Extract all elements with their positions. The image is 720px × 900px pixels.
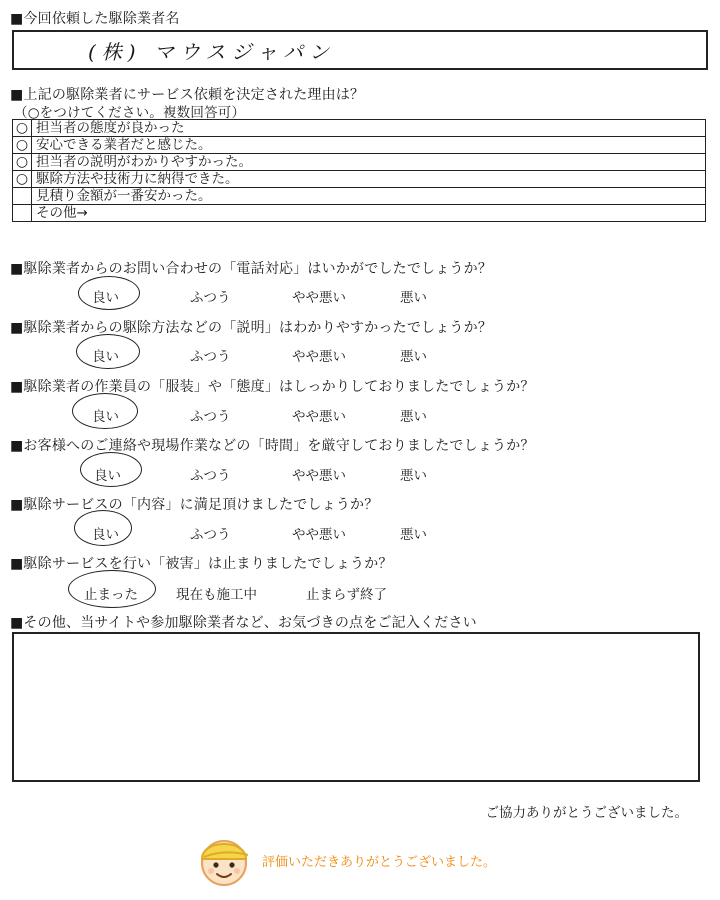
company-question-title: ■今回依頼した駆除業者名 (10, 11, 180, 27)
reason-label: 安心できる業者だと感じた。 (32, 137, 706, 154)
option-good: 良い (92, 527, 119, 543)
thanks-text: ご協力ありがとうございました。 (485, 805, 688, 821)
reason-row (13, 120, 706, 137)
option-somewhat-bad: やや悪い (292, 468, 346, 484)
reason-row (13, 154, 706, 171)
option-good: 良い (92, 349, 119, 365)
reason-question-note: （○をつけてください。複数回答可） (14, 105, 246, 121)
reason-label: その他→ (32, 205, 706, 222)
option-good: 良い (94, 468, 121, 484)
damage-question-title: ■駆除サービスを行い「被害」は止まりましたでしょうか？ (10, 556, 393, 572)
reason-label: 担当者の説明がわかりやすかった。 (32, 154, 706, 171)
reason-mark (13, 205, 32, 222)
comment-box (12, 632, 700, 782)
reason-mark: ○ (13, 137, 32, 154)
option-good: 良い (92, 409, 119, 425)
option-normal: ふつう (190, 468, 231, 484)
selection-circle (74, 510, 132, 546)
option-stopped: 止まった (84, 587, 138, 603)
option-bad: 悪い (400, 468, 427, 484)
option-somewhat-bad: やや悪い (292, 290, 346, 306)
reason-row (13, 171, 706, 188)
reason-label: 見積り金額が一番安かった。 (32, 188, 706, 205)
option-bad: 悪い (400, 409, 427, 425)
company-name-handwritten: (株) マウスジャパン (88, 40, 335, 64)
reason-mark (13, 188, 32, 205)
option-bad: 悪い (400, 527, 427, 543)
selection-circle (68, 570, 156, 608)
mascot-face-icon (196, 829, 252, 889)
reason-label: 担当者の態度が良かった (32, 120, 706, 137)
selection-circle (80, 452, 142, 487)
option-somewhat-bad: やや悪い (292, 409, 346, 425)
reason-row (13, 188, 706, 205)
option-bad: 悪い (400, 349, 427, 365)
phone-question-title: ■駆除業者からのお問い合わせの「電話対応」はいかがでしたでしょうか？ (10, 261, 493, 277)
reason-row (13, 205, 706, 222)
selection-circle (78, 276, 140, 310)
option-somewhat-bad: やや悪い (292, 527, 346, 543)
time-question-title: ■お客様へのご連絡や現場作業などの「時間」を厳守しておりましたでしょうか？ (10, 438, 535, 454)
reason-mark: ○ (13, 171, 32, 188)
footer-message: 評価いただきありがとうございました。 (262, 855, 497, 870)
option-not-stopped: 止まらず終了 (306, 587, 387, 603)
content-question-title: ■駆除サービスの「内容」に満足頂けましたでしょうか？ (10, 497, 379, 513)
option-in-progress: 現在も施工中 (176, 587, 257, 603)
reason-row (13, 137, 706, 154)
reason-question-title: ■上記の駆除業者にサービス依頼を決定された理由は？ (10, 87, 365, 103)
selection-circle (76, 334, 140, 369)
option-good: 良い (92, 290, 119, 306)
option-normal: ふつう (190, 527, 231, 543)
reason-label: 駆除方法や技術力に納得できた。 (32, 171, 706, 188)
selection-circle (72, 393, 138, 429)
option-normal: ふつう (190, 349, 231, 365)
reason-table (12, 119, 706, 222)
option-somewhat-bad: やや悪い (292, 349, 346, 365)
option-normal: ふつう (190, 409, 231, 425)
comment-question-title: ■その他、当サイトや参加駆除業者など、お気づきの点をご記入ください (10, 615, 477, 631)
option-bad: 悪い (400, 290, 427, 306)
attire-question-title: ■駆除業者の作業員の「服装」や「態度」はしっかりしておりましたでしょうか？ (10, 379, 535, 395)
reason-mark: ○ (13, 154, 32, 171)
explanation-question-title: ■駆除業者からの駆除方法などの「説明」はわかりやすかったでしょうか？ (10, 320, 493, 336)
reason-mark: ○ (13, 120, 32, 137)
option-normal: ふつう (190, 290, 231, 306)
